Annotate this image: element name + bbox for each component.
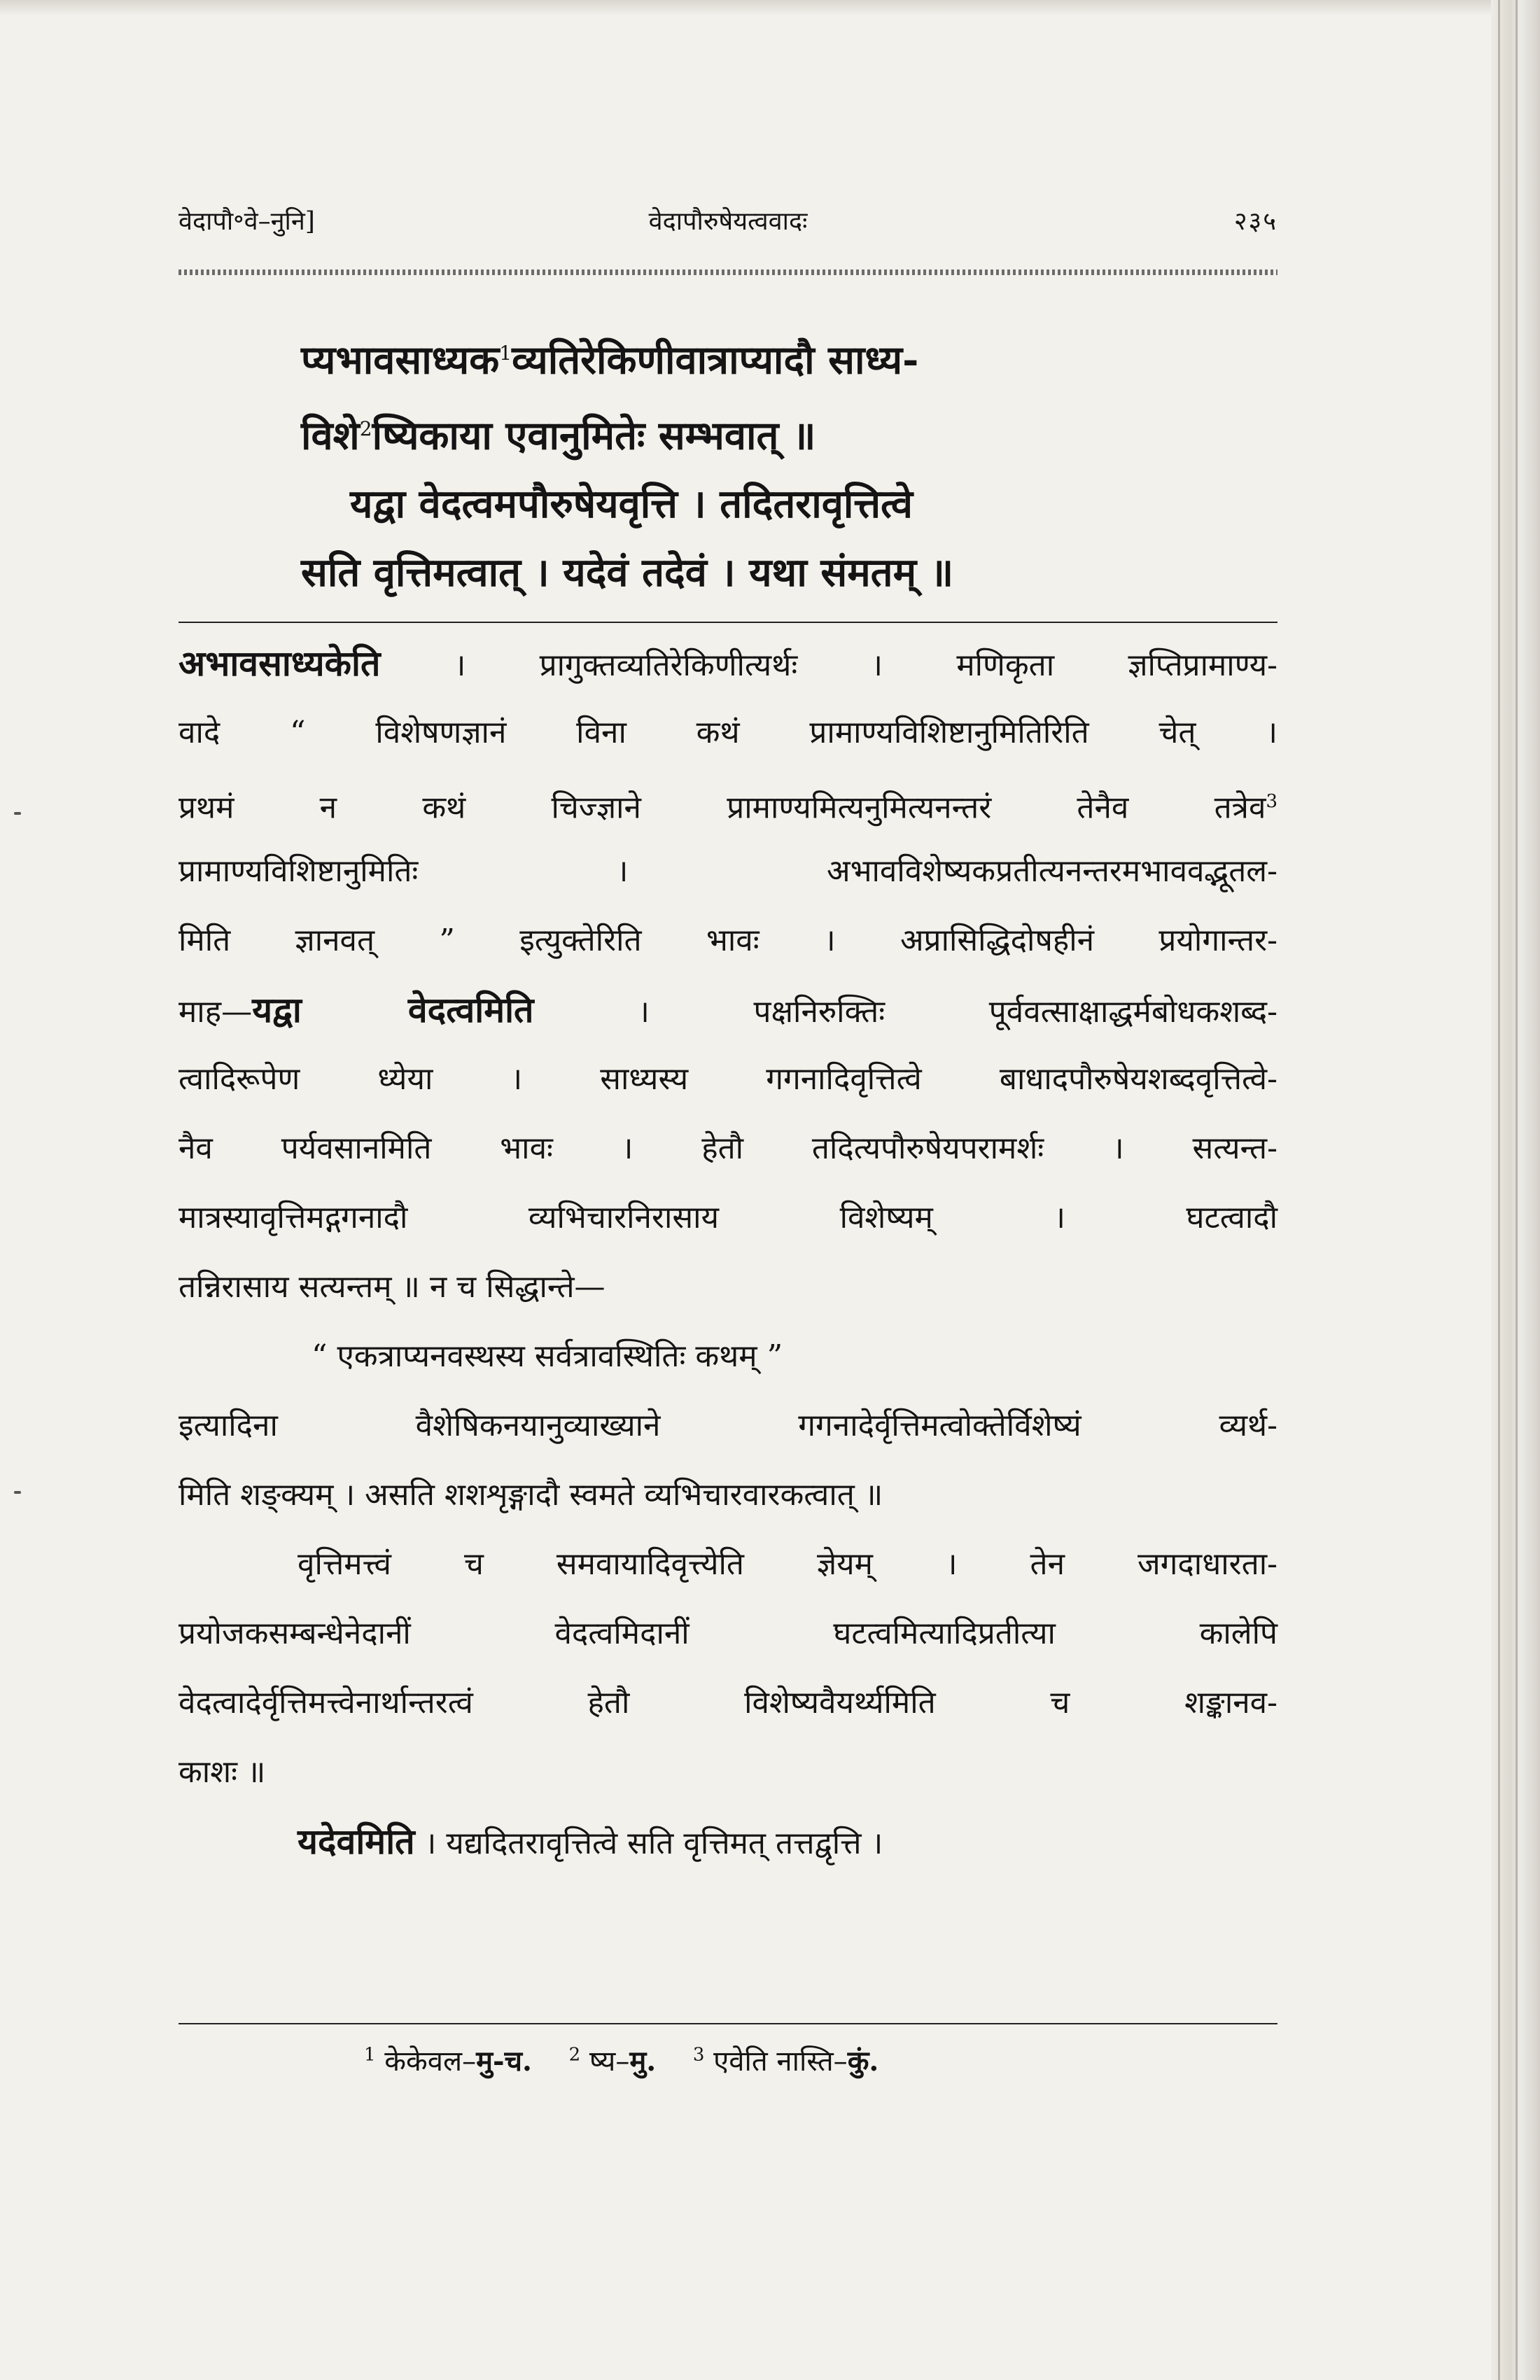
footnote-text: ष्य–: [589, 2045, 630, 2078]
commentary-line: प्रयोजकसम्बन्धेनेदानीं वेदत्वमिदानीं घटत्वमित्यादिप्रतीत्या कालेपि: [178, 1616, 1278, 1651]
scan-speck: [14, 1491, 21, 1494]
footnote-number: 3: [692, 2044, 705, 2066]
page-edge-line: [1498, 0, 1500, 2380]
commentary-line: तन्निरासाय सत्यन्तम् ॥ न च सिद्धान्ते—: [178, 1269, 606, 1305]
lemma: यदेवमिति: [298, 1821, 415, 1862]
commentary-line: [178, 1807, 1278, 1876]
lemma: यद्वा वेदत्वमिति: [252, 989, 534, 1030]
commentary-line: त्वादिरूपेण ध्येया । साध्यस्य गगनादिवृत्तित्वे बाधादपौरुषेयशब्दवृत्तित्वे-: [178, 1061, 1278, 1097]
verse-text: विशे: [301, 412, 360, 459]
commentary-line: मिति ज्ञानवत् ” इत्युक्तेरिति भावः । अप्रासिद्धिदोषहीनं प्रयोगान्तर-: [178, 923, 1278, 958]
commentary-line: वृत्तिमत्त्वं च समवायादिवृत्त्येति ज्ञेयम् । तेन जगदाधारता-: [298, 1546, 1278, 1582]
header-title: वेदापौरुषेयत्ववादः: [648, 207, 808, 236]
verse-block: [301, 319, 1278, 607]
footnote-number: 1: [364, 2044, 376, 2066]
commentary-line: वादे “ विशेषणज्ञानं विना कथं प्रामाण्यविशिष्टानुमितिरिति चेत् ।: [178, 715, 1278, 750]
verse-line: यद्वा वेदत्वमपौरुषेयवृत्ति । तदितरावृत्तित्वे: [350, 481, 913, 528]
commentary-line: प्रामाण्यविशिष्टानुमितिः । अभावविशेष्यकप्रतीत्यनन्तरमभाववद्भूतल-: [178, 853, 1278, 889]
footnote-item: [693, 2045, 878, 2078]
footnote-source: मु-च.: [476, 2045, 532, 2078]
verse-line: [301, 319, 1278, 395]
footnote-source: मु.: [629, 2045, 657, 2078]
commentary-text: प्रथमं न कथं चिज्ज्ञाने प्रामाण्यमित्यनुमित्यनन्तरं तेनैव तत्रेव: [178, 790, 1266, 826]
commentary-text: माह—: [178, 994, 253, 1030]
page-top-edge: [0, 0, 1540, 15]
commentary-line: मात्रस्यावृत्तिमद्गगनादौ व्यभिचारनिरासाय विशेष्यम् । घटत्वादौ: [178, 1200, 1278, 1236]
commentary-text: । प्रागुक्तव्यतिरेकिणीत्यर्थः । मणिकृता ज्ञप्तिप्रामाण्य-: [380, 648, 1278, 683]
verse-text: प्यभावसाध्यक: [301, 337, 500, 384]
commentary-line: काशः ॥: [178, 1754, 266, 1790]
verse-line: सति वृत्तिमत्वात् । यदेवं तदेवं । यथा संमतम् ॥: [301, 550, 954, 596]
footnote-marker: 2: [359, 416, 372, 440]
commentary-line: [178, 629, 1278, 698]
verse-text: व्यतिरेकिणीवात्राप्यादौ साध्य-: [512, 337, 919, 384]
lemma: अभावसाध्यकेति: [178, 643, 381, 684]
commentary-line: मिति शङ्क्यम् । असति शशशृङ्गादौ स्वमते व्यभिचारवारकत्वात् ॥: [178, 1477, 883, 1513]
commentary-line: [178, 767, 1278, 836]
verse-rule: [178, 622, 1278, 623]
footnote-text: केकेवल–: [384, 2045, 477, 2078]
footnote-source: कुं.: [847, 2045, 879, 2078]
commentary: [178, 629, 1278, 1876]
footnote-number: 2: [568, 2044, 581, 2066]
header-left: वेदापौ॰वे–नुनि]: [178, 207, 315, 236]
footnote-item: [364, 2045, 532, 2078]
commentary-line: वेदत्वादेर्वृत्तिमत्त्वेनार्थान्तरत्वं हेतौ विशेष्यवैयर्थ्यमिति च शङ्कानव-: [178, 1685, 1278, 1721]
verse-text: ष्यिकाया एवानुमितेः सम्भवात् ॥: [372, 412, 816, 459]
footnote-marker: 3: [1266, 791, 1278, 812]
commentary-text: । यद्यदितरावृत्तित्वे सति वृत्तिमत् तत्तद्वृत्ति ।: [414, 1826, 883, 1861]
page-number: २३५: [1233, 207, 1278, 236]
commentary-text: । पक्षनिरुक्तिः पूर्ववत्साक्षाद्धर्मबोधकशब्द-: [533, 994, 1278, 1030]
page-edge-line: [1516, 0, 1518, 2380]
footnote-item: [569, 2045, 657, 2078]
quotation-line: “ एकत्राप्यनवस्थस्य सर्वत्रावस्थितिः कथम् ”: [312, 1338, 783, 1374]
commentary-line: [178, 975, 1278, 1044]
header-rule: [178, 270, 1278, 275]
commentary-line: इत्यादिना वैशेषिकनयानुव्याख्याने गगनादेर्वृत्तिमत्वोक्तेर्विशेष्यं व्यर्थ-: [178, 1408, 1278, 1443]
scan-speck: [14, 812, 21, 815]
footnote-rule: [178, 2023, 1278, 2024]
running-header: [178, 203, 1278, 245]
verse-line: [301, 395, 1278, 470]
commentary-line: नैव पर्यवसानमिति भावः । हेतौ तदित्यपौरुषेयपरामर्शः । सत्यन्त-: [178, 1130, 1278, 1166]
footnote-text: एवेति नास्ति–: [713, 2045, 848, 2078]
footnotes: [364, 2040, 1204, 2079]
footnote-marker: 1: [499, 342, 512, 365]
